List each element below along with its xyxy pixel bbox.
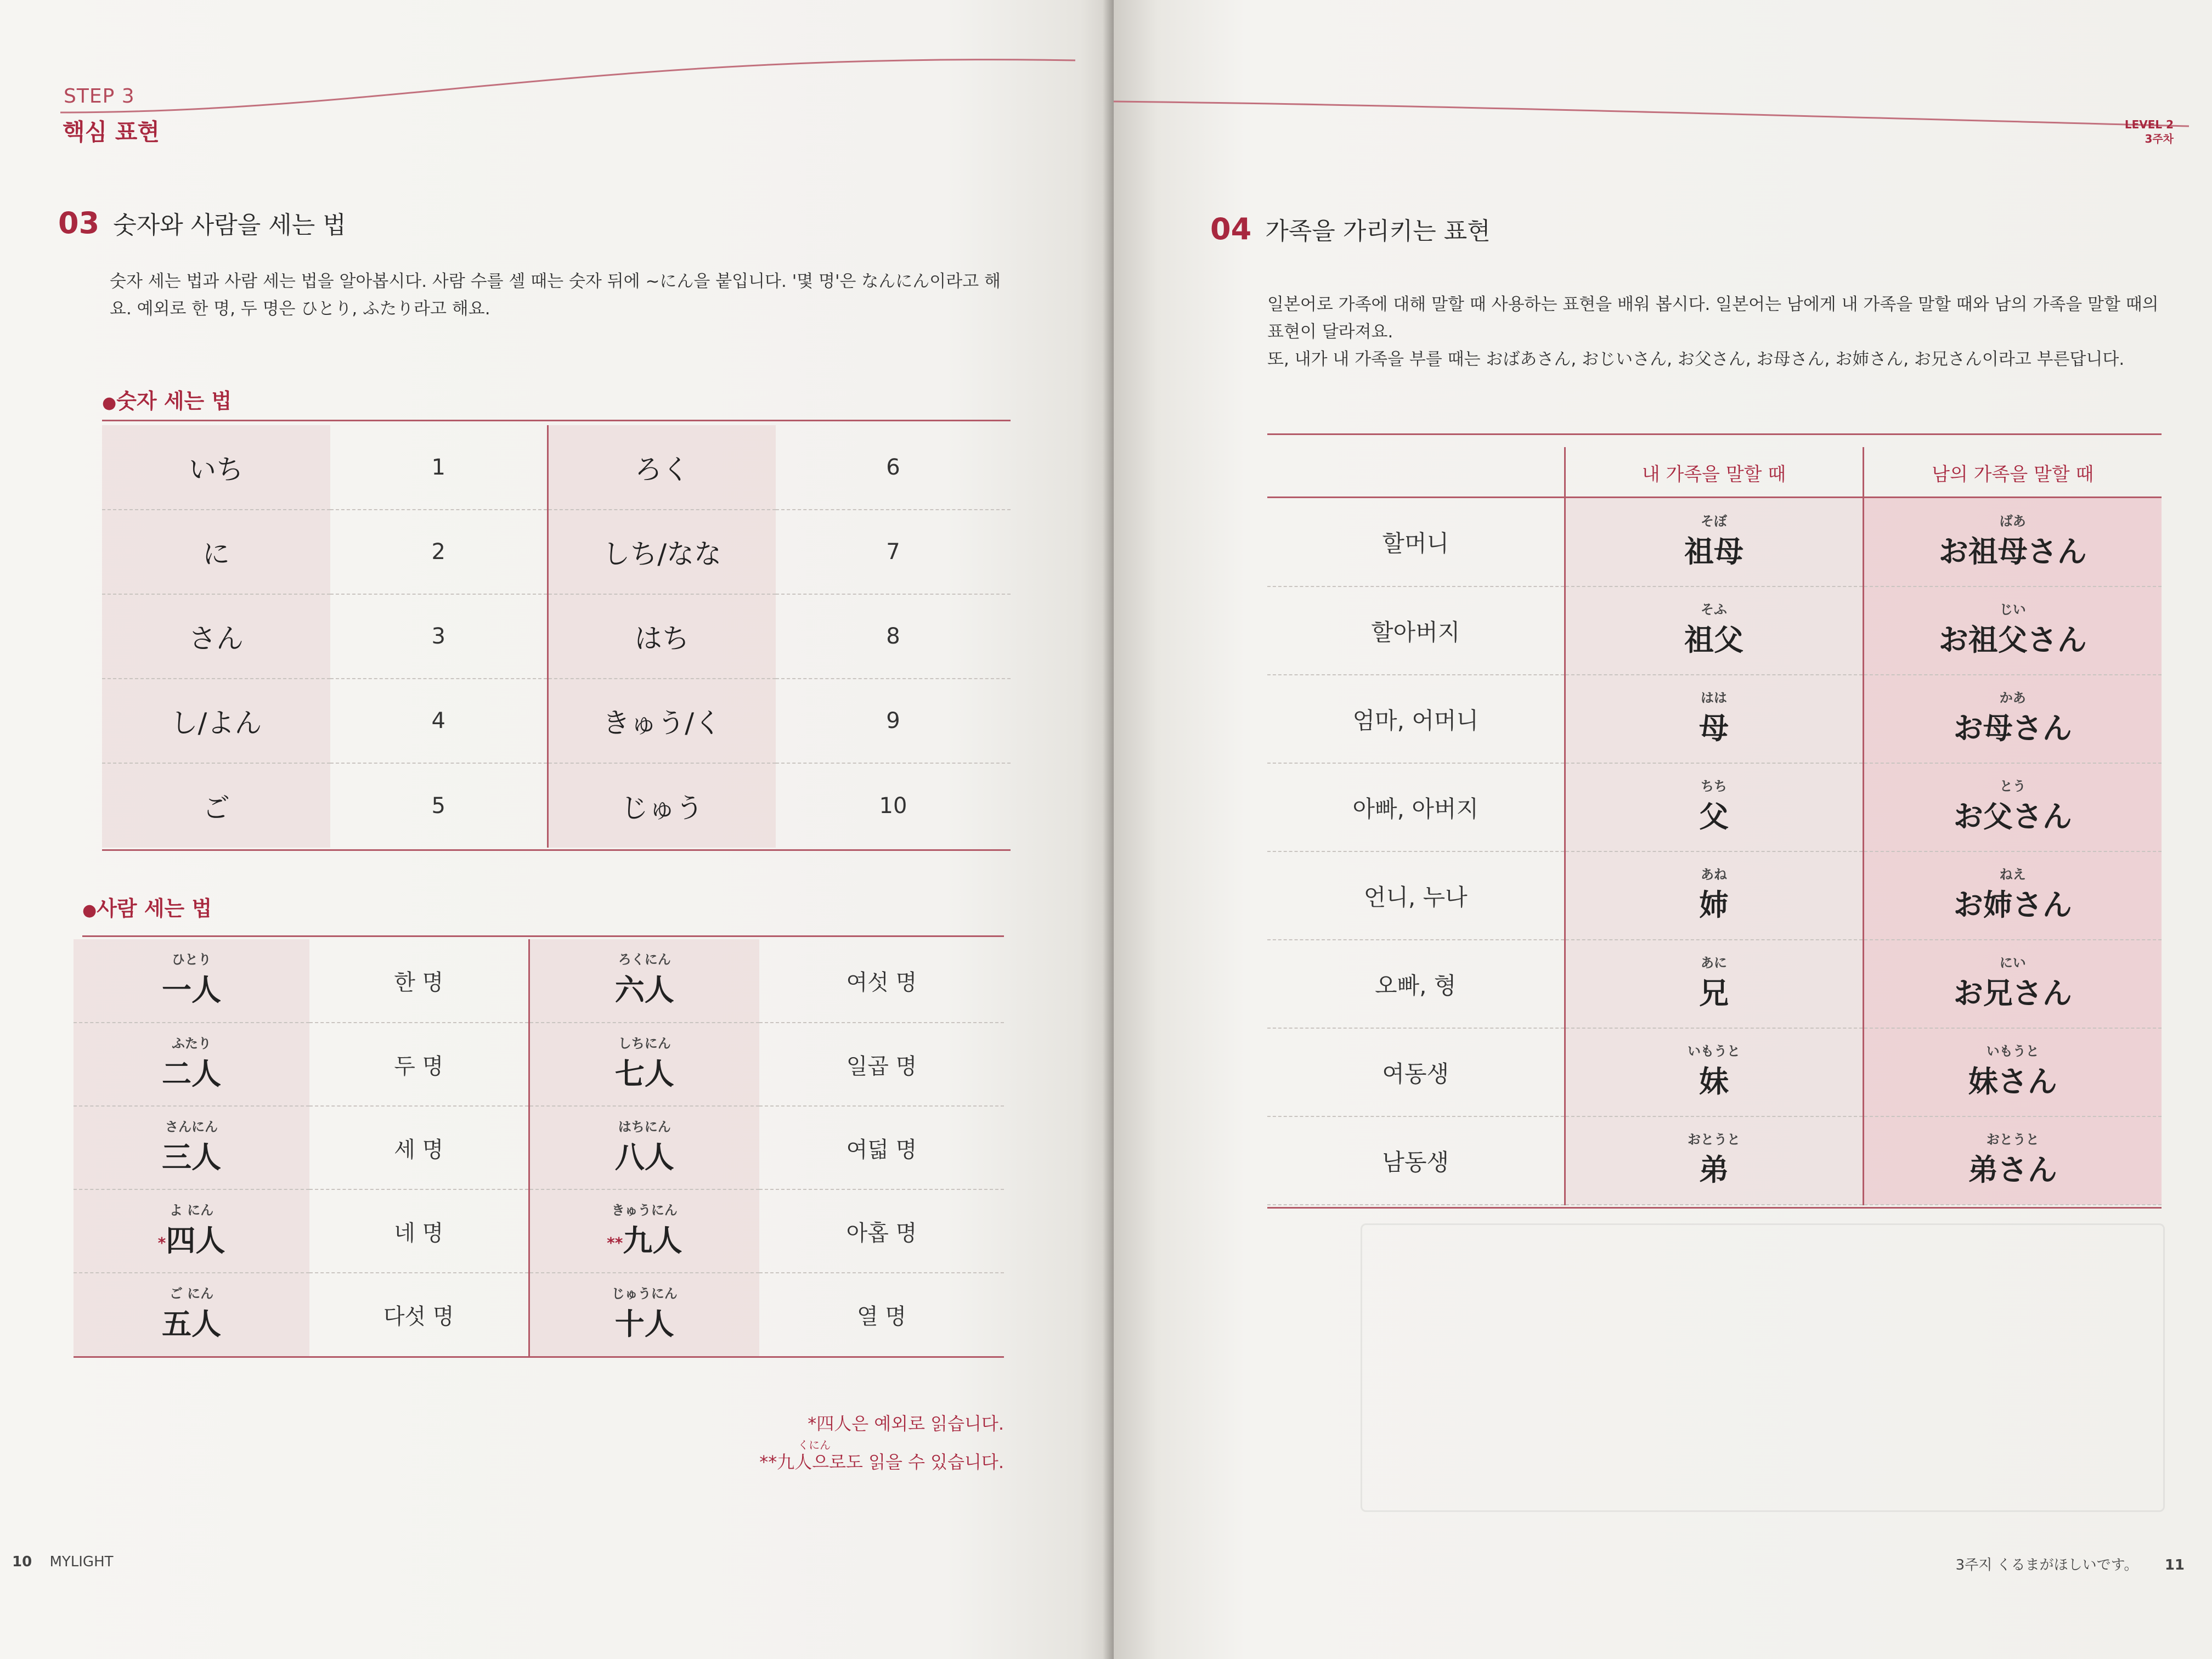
family-other-term	[1863, 675, 2162, 763]
footnote-mark: **	[607, 1233, 623, 1252]
people-kanji-cell	[74, 939, 309, 1023]
section-number: 03	[58, 206, 100, 240]
furigana: あね	[1701, 867, 1727, 882]
family-bottom-rule	[1267, 1207, 2162, 1209]
number-digit: 8	[776, 594, 1011, 679]
section-description	[1267, 291, 2200, 373]
page-number: 10	[12, 1554, 32, 1570]
people-kanji: 六人	[614, 973, 674, 1007]
number-digit: 7	[776, 510, 1011, 594]
family-row	[1267, 1116, 2162, 1205]
people-row	[74, 1023, 1004, 1106]
number-digit: 6	[776, 425, 1011, 510]
section-number: 04	[1210, 212, 1252, 246]
family-table	[1267, 498, 2162, 1205]
numbers-row	[102, 510, 1011, 594]
people-kanji-cell	[529, 1023, 759, 1106]
numbers-table	[102, 425, 1011, 848]
numbers-row	[102, 763, 1011, 848]
family-other-term	[1863, 851, 2162, 940]
people-kanji: 十人	[614, 1307, 674, 1341]
people-kanji: 七人	[614, 1056, 674, 1091]
term-text: 祖父	[1684, 623, 1743, 657]
header-curve	[0, 0, 1114, 143]
people-kanji-cell	[529, 1106, 759, 1189]
section-title: 가족을 가리키는 표현	[1265, 217, 1491, 245]
term-text: お姉さん	[1953, 888, 2072, 922]
family-my-term	[1565, 1028, 1863, 1116]
furigana: ねえ	[1999, 867, 2026, 882]
right-footer	[1956, 1554, 2185, 1574]
furigana: しちにん	[618, 1035, 671, 1051]
header-other-family: 남의 가족을 말할 때	[1863, 447, 2162, 498]
people-kanji: 二人	[162, 1056, 221, 1091]
number-digit: 5	[330, 763, 548, 848]
family-my-term	[1565, 851, 1863, 940]
desc-line-1: 숫자 세는 법과 사람 세는 법을 알아봅시다. 사람 수를 셀 때는 숫자 뒤에 ~にん을 붙입니다. '몇 명'은 なんにん이라고 해	[110, 272, 1001, 291]
footnote-mark: *	[157, 1233, 166, 1252]
furigana: ちち	[1701, 778, 1727, 794]
furigana: そぼ	[1701, 513, 1727, 529]
step-label: STEP 3	[64, 85, 135, 108]
header-my-family: 내 가족을 말할 때	[1565, 447, 1863, 498]
family-korean: 아빠, 아버지	[1267, 763, 1565, 851]
section-03-heading	[58, 205, 346, 240]
number-digit: 1	[330, 425, 548, 510]
term-text: お母さん	[1953, 711, 2072, 746]
number-kana: に	[102, 510, 330, 594]
furigana: ふたり	[172, 1035, 211, 1051]
people-kanji-cell	[74, 1189, 309, 1273]
furigana: そふ	[1701, 602, 1727, 617]
people-kanji-cell	[529, 1273, 759, 1356]
people-table	[74, 939, 1004, 1356]
people-kanji: 八人	[614, 1139, 674, 1175]
family-my-term	[1565, 586, 1863, 675]
family-other-term	[1863, 940, 2162, 1028]
family-korean: 언니, 누나	[1267, 851, 1565, 940]
number-kana: しち/なな	[548, 510, 776, 594]
term-text: 妹さん	[1968, 1064, 2057, 1099]
people-kanji-cell	[74, 1023, 309, 1106]
furigana: はは	[1701, 690, 1727, 706]
family-other-term	[1863, 1116, 2162, 1205]
people-korean: 아홉 명	[759, 1189, 1004, 1273]
furigana: きゅうにん	[611, 1202, 678, 1218]
family-row	[1267, 763, 2162, 851]
family-korean: 남동생	[1267, 1116, 1565, 1205]
term-text: お祖母さん	[1938, 534, 2087, 569]
family-my-term	[1565, 1116, 1863, 1205]
people-subtitle: ●사람 세는 법	[82, 896, 212, 921]
term-text: 母	[1699, 711, 1729, 746]
left-footer	[12, 1554, 114, 1570]
family-korean: 여동생	[1267, 1028, 1565, 1116]
furigana: あに	[1701, 955, 1727, 970]
people-korean: 여덟 명	[759, 1106, 1004, 1189]
number-kana: し/よん	[102, 679, 330, 763]
people-korean: 여섯 명	[759, 939, 1004, 1023]
right-page	[1114, 0, 2212, 1659]
header-blank	[1267, 447, 1565, 498]
people-kanji: 三人	[162, 1139, 221, 1175]
family-other-term	[1863, 763, 2162, 851]
furigana: ろくにん	[618, 952, 671, 967]
number-digit: 9	[776, 679, 1011, 763]
number-digit: 4	[330, 679, 548, 763]
number-digit: 10	[879, 793, 907, 819]
term-text: 妹	[1699, 1064, 1729, 1099]
people-korean: 일곱 명	[759, 1023, 1004, 1106]
family-row	[1267, 675, 2162, 763]
people-korean: 네 명	[309, 1189, 529, 1273]
term-text: 兄	[1699, 976, 1729, 1011]
numbers-row	[102, 594, 1011, 679]
footnote-2: くにん **九人으로도 읽을 수 있습니다.	[759, 1438, 1004, 1472]
section-title: 숫자와 사람을 세는 법	[113, 211, 346, 239]
family-other-term	[1863, 1028, 2162, 1116]
footnote-1: *四人은 예외로 읽습니다.	[808, 1413, 1004, 1434]
people-kanji: 四人	[166, 1223, 225, 1258]
footer-text: 3주지 くるまがほしいです。	[1955, 1557, 2138, 1573]
number-kana: きゅう/く	[548, 679, 776, 763]
family-korean: 엄마, 어머니	[1267, 675, 1565, 763]
furigana: いもうと	[1986, 1043, 2039, 1059]
number-kana: いち	[102, 425, 330, 510]
show-through-box	[1361, 1223, 2165, 1512]
furigana: はちにん	[618, 1119, 671, 1135]
number-kana: ご	[102, 763, 330, 848]
people-row	[74, 1189, 1004, 1273]
people-kanji-cell	[74, 1273, 309, 1356]
family-korean: 할머니	[1267, 498, 1565, 586]
furigana: おとうと	[1688, 1132, 1740, 1147]
desc-line-3: 또, 내가 내 가족을 부를 때는 おばあさん, おじいさん, お父さん, お母さん, お姉さん, お兄さん이라고 부른답니다.	[1267, 349, 2125, 369]
family-my-term	[1565, 940, 1863, 1028]
family-row	[1267, 940, 2162, 1028]
term-text: お兄さん	[1953, 976, 2072, 1011]
numbers-row	[102, 679, 1011, 763]
desc-line-2: 요. 예외로 한 명, 두 명은 ひとり, ふたり라고 해요.	[110, 299, 490, 319]
family-my-term	[1565, 498, 1863, 586]
furigana: とう	[1999, 778, 2026, 794]
term-text: お祖父さん	[1938, 623, 2087, 657]
people-korean: 한 명	[309, 939, 529, 1023]
level-badge: LEVEL 2 3주차	[2124, 118, 2174, 145]
family-top-rule	[1267, 433, 2162, 435]
number-digit: 2	[330, 510, 548, 594]
people-row	[74, 1273, 1004, 1356]
family-row	[1267, 586, 2162, 675]
core-title: 핵심 표현	[63, 119, 160, 145]
family-my-term	[1565, 763, 1863, 851]
people-bottom-rule	[74, 1356, 1004, 1358]
numbers-row	[102, 425, 1011, 510]
family-other-term	[1863, 586, 2162, 675]
people-kanji-cell	[529, 939, 759, 1023]
header-curve-right	[1114, 0, 2212, 143]
numbers-top-rule	[102, 420, 1011, 421]
furigana: じい	[1999, 602, 2026, 617]
family-row	[1267, 851, 2162, 940]
family-my-term	[1565, 675, 1863, 763]
furigana: おとうと	[1986, 1132, 2039, 1147]
term-text: 姉	[1699, 888, 1729, 922]
people-korean: 다섯 명	[309, 1273, 529, 1356]
people-korean: 두 명	[309, 1023, 529, 1106]
family-row	[1267, 498, 2162, 586]
people-korean: 세 명	[309, 1106, 529, 1189]
furigana: かあ	[1999, 690, 2026, 706]
term-text: お父さん	[1953, 799, 2072, 834]
numbers-bottom-rule	[102, 849, 1011, 851]
brand: MYLIGHT	[49, 1554, 114, 1570]
people-row	[74, 939, 1004, 1023]
furigana: よ にん	[169, 1202, 214, 1218]
furigana: いもうと	[1688, 1043, 1740, 1059]
furigana: ばあ	[1999, 513, 2026, 529]
people-row	[74, 1106, 1004, 1189]
section-04-heading	[1210, 211, 1491, 246]
furigana: さんにん	[165, 1119, 218, 1135]
people-kanji-cell	[529, 1189, 759, 1273]
family-row	[1267, 1028, 2162, 1116]
furigana: にい	[1999, 955, 2026, 970]
desc-line-1: 일본어로 가족에 대해 말할 때 사용하는 표현을 배워 봅시다. 일본어는 남에게 내 가족을 말할 때와 남의 가족을 말할 때의	[1267, 295, 2159, 314]
furigana: じゅうにん	[611, 1286, 678, 1301]
family-table-header	[1267, 447, 2162, 498]
people-kanji-cell	[74, 1106, 309, 1189]
number-kana: ろく	[548, 425, 776, 510]
desc-line-2: 표현이 달라져요.	[1267, 322, 1393, 342]
people-top-rule	[82, 935, 1004, 937]
page-number: 11	[2164, 1557, 2185, 1573]
people-kanji: 五人	[162, 1307, 221, 1341]
numbers-subtitle: ●숫자 세는 법	[102, 389, 232, 413]
family-korean: 오빠, 형	[1267, 940, 1565, 1028]
section-description	[110, 268, 1075, 323]
people-kanji: 九人	[623, 1223, 682, 1258]
number-kana: さん	[102, 594, 330, 679]
people-korean: 열 명	[857, 1304, 906, 1329]
family-other-term	[1863, 498, 2162, 586]
furigana: ご にん	[169, 1286, 214, 1301]
number-digit: 3	[330, 594, 548, 679]
number-kana: はち	[548, 594, 776, 679]
furigana: ひとり	[172, 952, 211, 967]
term-text: 弟さん	[1968, 1153, 2057, 1187]
term-text: 弟	[1699, 1153, 1729, 1187]
family-korean: 할아버지	[1267, 586, 1565, 675]
term-text: 祖母	[1684, 534, 1743, 569]
term-text: 父	[1699, 799, 1729, 834]
people-kanji: 一人	[162, 973, 221, 1007]
number-kana: じゅう	[548, 763, 776, 848]
